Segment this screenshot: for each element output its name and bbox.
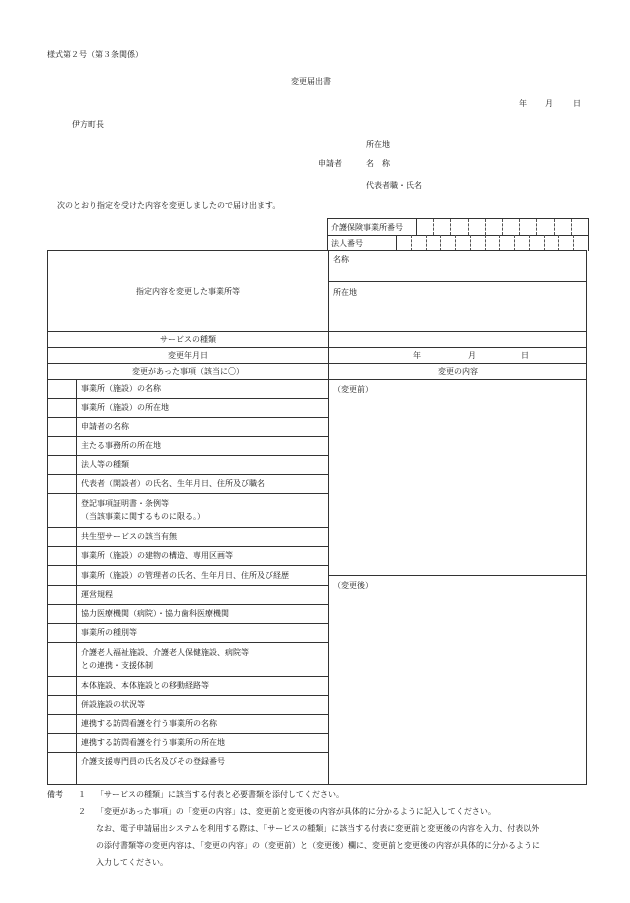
- changed-item-label: 事業所（施設）の名称: [81, 384, 161, 393]
- digit-separator: [468, 219, 469, 235]
- item-mark-cell[interactable]: [48, 474, 76, 493]
- changed-item-label: 事業所（施設）の建物の構造、専用区画等: [81, 551, 233, 560]
- changed-item-label: 共生型サービスの該当有無: [81, 532, 177, 541]
- intro-text: 次のとおり指定を受けた内容を変更しましたので届け出ます。: [57, 201, 281, 210]
- changed-item-label: 代表者（開設者）の氏名、生年月日、住所及び職名: [81, 479, 265, 488]
- changed-item-label: 法人等の種類: [81, 460, 129, 469]
- number-box: [327, 218, 589, 251]
- applicant-name-label: 名 称: [366, 159, 390, 168]
- changed-item-label: 登記事項証明書・条例等: [81, 499, 169, 508]
- digit-separator: [485, 219, 486, 235]
- changed-item-label: （当該事業に関するものに限る。）: [81, 512, 205, 521]
- changed-item-label: 本体施設、本体施設との移動経路等: [81, 681, 209, 690]
- facility-name-label: 名称: [333, 255, 349, 264]
- change-content-header: 変更の内容: [438, 366, 478, 376]
- digit-separator: [573, 235, 574, 251]
- item-mark-cell[interactable]: [48, 676, 76, 695]
- changed-item-label: 併設施設の状況等: [81, 700, 145, 709]
- changed-item-label: 事業所の種別等: [81, 628, 137, 637]
- changed-item: [81, 604, 326, 623]
- digit-separator: [544, 235, 545, 251]
- change-table: [47, 250, 587, 785]
- changed-item: [81, 585, 326, 604]
- facility-address-label: 所在地: [333, 288, 357, 297]
- applicant-representative-label: 代表者職・氏名: [366, 181, 422, 190]
- item-mark-cell[interactable]: [48, 436, 76, 455]
- digit-separator: [440, 235, 441, 251]
- changed-item: [81, 474, 326, 493]
- changed-item-label: 介護老人福祉施設、介護老人保健施設、病院等: [81, 648, 249, 657]
- changed-item: [81, 733, 326, 752]
- changed-item: [81, 417, 326, 436]
- digit-separator: [426, 235, 427, 251]
- digit-separator: [502, 219, 503, 235]
- changed-item: [81, 565, 326, 585]
- changed-item-label: 主たる事務所の所在地: [81, 441, 161, 450]
- changed-item-label: 連携する訪問看護を行う事業所の所在地: [81, 738, 225, 747]
- corporate-number-label: 法人番号: [331, 239, 363, 248]
- item-mark-cell[interactable]: [48, 379, 76, 398]
- item-mark-cell[interactable]: [48, 642, 76, 676]
- digit-separator: [411, 235, 412, 251]
- changed-item: [81, 493, 326, 527]
- item-mark-cell[interactable]: [48, 417, 76, 436]
- changed-item: [81, 714, 326, 733]
- corporate-number-field[interactable]: [396, 235, 588, 251]
- item-mark-cell[interactable]: [48, 695, 76, 714]
- note-2-line-2: なお、電子申請届出システムを利用する際は、「サービスの種類」に該当する付表に変更前と変更後の内容を入力、付表以外: [96, 824, 540, 833]
- changed-item-label: 運営規程: [81, 590, 113, 599]
- changed-item: [81, 436, 326, 455]
- item-mark-cell[interactable]: [48, 493, 76, 527]
- applicant-address-label: 所在地: [366, 140, 390, 149]
- item-mark-cell[interactable]: [48, 455, 76, 474]
- changed-item: [81, 676, 326, 695]
- item-mark-cell[interactable]: [48, 527, 76, 546]
- digit-separator: [450, 219, 451, 235]
- digit-separator: [470, 235, 471, 251]
- note-1: 「サービスの種類」に該当する付表と必要書類を添付してください。: [96, 790, 344, 799]
- date-month-label: 月: [545, 99, 553, 108]
- care-insurance-number-label: 介護保険事業所番号: [331, 223, 403, 232]
- digit-separator: [514, 235, 515, 251]
- changed-item: [81, 379, 326, 398]
- service-type-label: サービスの種類: [160, 334, 216, 344]
- item-mark-cell[interactable]: [48, 604, 76, 623]
- item-mark-cell[interactable]: [48, 752, 76, 771]
- item-mark-cell[interactable]: [48, 565, 76, 585]
- item-mark-cell[interactable]: [48, 714, 76, 733]
- before-change-label: （変更前）: [333, 385, 373, 394]
- item-mark-cell[interactable]: [48, 398, 76, 417]
- care-insurance-number-field[interactable]: [416, 219, 588, 235]
- digit-separator: [558, 235, 559, 251]
- digit-separator: [554, 219, 555, 235]
- change-date-label: 変更年月日: [168, 350, 208, 360]
- change-date-year: 年: [413, 351, 421, 360]
- form-number: 様式第２号（第３条関係）: [47, 50, 143, 59]
- digit-separator: [571, 219, 572, 235]
- notes-label: 備考: [47, 790, 63, 799]
- changed-item: [81, 527, 326, 546]
- changed-item-label: との連携・支援体制: [81, 661, 153, 670]
- date-day-label: 日: [573, 99, 581, 108]
- digit-separator: [529, 235, 530, 251]
- changed-item: [81, 642, 326, 676]
- note-2-number: ２: [78, 807, 86, 816]
- digit-separator: [433, 219, 434, 235]
- item-mark-cell[interactable]: [48, 585, 76, 604]
- changed-item: [81, 546, 326, 565]
- changed-item-label: 事業所（施設）の管理者の氏名、生年月日、住所及び経歴: [81, 570, 289, 580]
- date-year-label: 年: [519, 99, 527, 108]
- after-change-label: （変更後）: [333, 581, 373, 590]
- changed-item: [81, 398, 326, 417]
- changed-item-label: 協力医療機関（病院）・協力歯科医療機関: [81, 609, 229, 618]
- changed-item: [81, 455, 326, 474]
- changed-items-header: 変更があった事項（該当に〇）: [132, 366, 244, 376]
- item-mark-cell[interactable]: [48, 546, 76, 565]
- digit-separator: [485, 235, 486, 251]
- item-mark-cell[interactable]: [48, 623, 76, 642]
- change-date-day: 日: [521, 351, 529, 360]
- applicant-label: 申請者: [318, 159, 342, 168]
- page-title: 変更届出書: [291, 77, 331, 86]
- item-mark-cell[interactable]: [48, 733, 76, 752]
- note-1-number: １: [78, 790, 86, 799]
- changed-item-label: 連携する訪問看護を行う事業所の名称: [81, 719, 217, 728]
- note-2-line-4: 入力してください。: [96, 858, 168, 867]
- facility-label: 指定内容を変更した事業所等: [136, 286, 240, 296]
- digit-separator: [536, 219, 537, 235]
- changed-item-label: 介護支援専門員の氏名及びその登録番号: [81, 757, 225, 766]
- digit-separator: [499, 235, 500, 251]
- changed-item: [81, 695, 326, 714]
- addressee: 伊方町長: [72, 120, 104, 129]
- service-type-field[interactable]: [329, 331, 587, 347]
- digit-separator: [519, 219, 520, 235]
- changed-item-label: 申請者の名称: [81, 422, 129, 431]
- changed-item-label: 事業所（施設）の所在地: [81, 403, 169, 412]
- digit-separator: [455, 235, 456, 251]
- changed-item: [81, 752, 326, 771]
- note-2-line-1: 「変更があった事項」の「変更の内容」は、変更前と変更後の内容が具体的に分かるように記入してください。: [96, 807, 496, 816]
- change-date-month: 月: [468, 351, 476, 360]
- changed-item: [81, 623, 326, 642]
- note-2-line-3: の添付書類等の変更内容は、「変更の内容」の（変更前）と（変更後）欄に、変更前と変更後の内容が具体的に分かるように: [96, 841, 540, 850]
